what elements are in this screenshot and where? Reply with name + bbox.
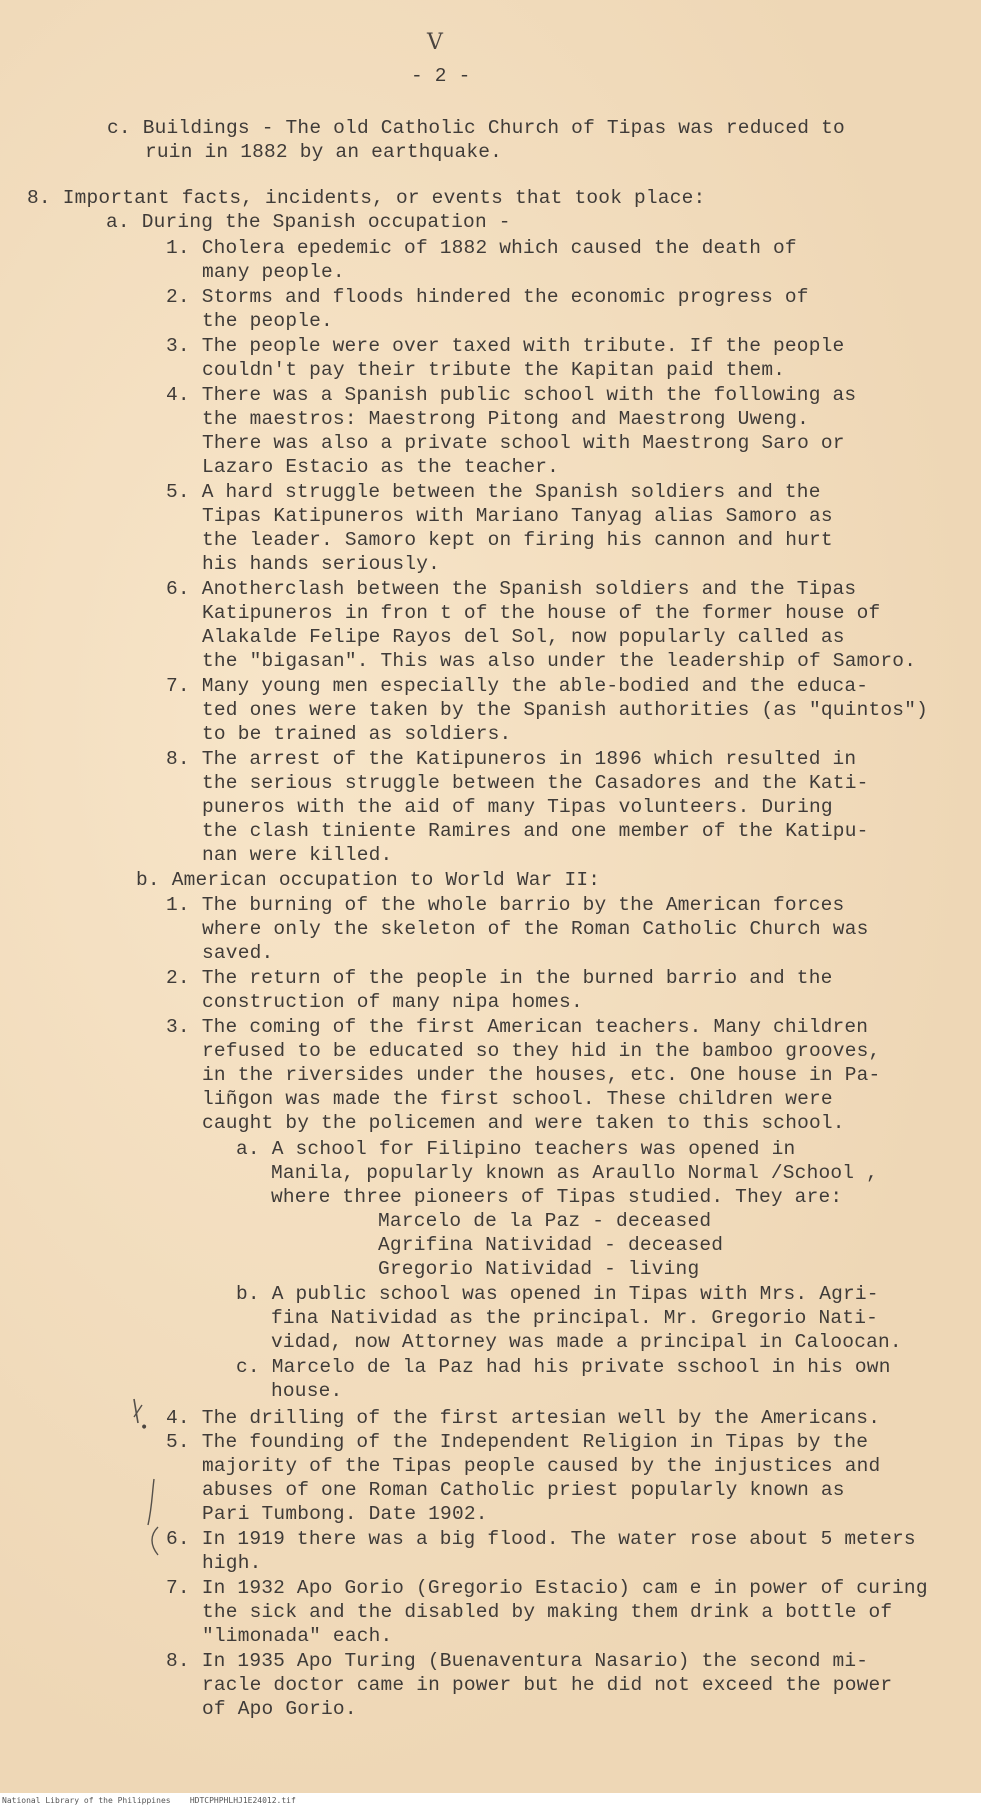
list-item-text: abuses of one Roman Catholic priest popularly known as: [202, 1479, 845, 1501]
list-item-text: the "bigasan". This was also under the leadership of Samoro.: [202, 650, 917, 672]
list-item-text: 6. In 1919 there was a big flood. The water rose about 5 meters: [166, 1528, 916, 1550]
list-item-text: 2. Storms and floods hindered the economic progress of: [166, 286, 809, 308]
sub-list-item-text: where three pioneers of Tipas studied. They are:: [271, 1186, 843, 1208]
list-item-text: 6. Anotherclash between the Spanish soldiers and the Tipas: [166, 578, 857, 600]
list-item-text: puneros with the aid of many Tipas volunteers. During: [202, 796, 833, 818]
subheading-spanish-occupation: a. During the Spanish occupation -: [106, 211, 511, 233]
list-item-text: 8. The arrest of the Katipuneros in 1896 which resulted in: [166, 748, 857, 770]
list-item-text: Lazaro Estacio as the teacher.: [202, 456, 560, 478]
list-item-text: the leader. Samoro kept on firing his cannon and hurt: [202, 529, 833, 551]
list-item-text: racle doctor came in power but he did not exceed the power: [202, 1674, 893, 1696]
list-item-text: many people.: [202, 261, 345, 283]
list-item-text: Alakalde Felipe Rayos del Sol, now popularly called as: [202, 626, 845, 648]
list-item-text: high.: [202, 1552, 262, 1574]
list-item-text: of Apo Gorio.: [202, 1698, 357, 1720]
margin-dot-icon: •: [140, 1420, 149, 1436]
list-item-text: the maestros: Maestrong Pitong and Maestrong Uweng.: [202, 408, 809, 430]
line-buildings-cont: ruin in 1882 by an earthquake.: [145, 141, 503, 163]
list-item-text: Katipuneros in fron t of the house of the former house of: [202, 602, 881, 624]
list-item-text: the sick and the disabled by making them drink a bottle of: [202, 1601, 893, 1623]
list-item-text: in the riversides under the houses, etc. One house in Pa-: [202, 1064, 881, 1086]
list-item-text: liñgon was made the first school. These children were: [202, 1088, 833, 1110]
page-number: - 2 -: [411, 65, 471, 87]
list-item-text: 4. There was a Spanish public school with the following as: [166, 384, 857, 406]
list-item-text: the clash tiniente Ramires and one member of the Katipu-: [202, 820, 869, 842]
list-item-text: nan were killed.: [202, 844, 393, 866]
list-item-text: Tipas Katipuneros with Mariano Tanyag alias Samoro as: [202, 505, 833, 527]
list-item-text: 1. Cholera epedemic of 1882 which caused the death of: [166, 237, 797, 259]
sub-list-item-text: b. A public school was opened in Tipas with Mrs. Agri-: [236, 1283, 879, 1305]
sub-list-item-text: fina Natividad as the principal. Mr. Gregorio Nati-: [271, 1307, 878, 1329]
list-item-text: 5. The founding of the Independent Religion in Tipas by the: [166, 1431, 869, 1453]
pioneer-name: Marcelo de la Paz - deceased: [378, 1210, 712, 1232]
list-item-text: 2. The return of the people in the burned barrio and the: [166, 967, 833, 989]
sub-list-item-text: house.: [271, 1380, 343, 1402]
list-item-text: caught by the policemen and were taken to this school.: [202, 1112, 845, 1134]
list-item-text: the serious struggle between the Casadores and the Kati-: [202, 772, 869, 794]
list-item-text: 4. The drilling of the first artesian well by the Americans.: [166, 1407, 881, 1429]
list-item-text: 1. The burning of the whole barrio by the American forces: [166, 894, 845, 916]
page-check-mark: V: [427, 30, 443, 55]
sub-list-item-text: Manila, popularly known as Araullo Normal /School ,: [271, 1162, 878, 1184]
sub-list-item-text: c. Marcelo de la Paz had his private sschool in his own: [236, 1356, 891, 1378]
list-item-text: where only the skeleton of the Roman Catholic Church was: [202, 918, 869, 940]
list-item-text: 7. Many young men especially the able-bodied and the educa-: [166, 675, 869, 697]
sub-list-item-text: a. A school for Filipino teachers was opened in: [236, 1138, 796, 1160]
list-item-text: construction of many nipa homes.: [202, 991, 583, 1013]
list-item-text: his hands seriously.: [202, 553, 441, 575]
list-item-text: majority of the Tipas people caused by the injustices and: [202, 1455, 881, 1477]
list-item-text: "limonada" each.: [202, 1625, 393, 1647]
scan-footer: National Library of the Philippines HDTCPHPHLHJ1E24012.tif: [0, 1793, 981, 1808]
pioneer-name: Gregorio Natividad - living: [378, 1258, 700, 1280]
list-item-text: ted ones were taken by the Spanish authorities (as "quintos"): [202, 699, 929, 721]
section-heading-important-facts: 8. Important facts, incidents, or events that took place:: [27, 187, 706, 209]
line-buildings: c. Buildings - The old Catholic Church of Tipas was reduced to: [107, 117, 845, 139]
list-item-text: 3. The people were over taxed with tribute. If the people: [166, 335, 845, 357]
list-item-text: Pari Tumbong. Date 1902.: [202, 1503, 488, 1525]
sub-list-item-text: vidad, now Attorney was made a principal in Caloocan.: [271, 1331, 902, 1353]
list-item-text: There was also a private school with Maestrong Saro or: [202, 432, 845, 454]
list-item-text: 5. A hard struggle between the Spanish soldiers and the: [166, 481, 821, 503]
list-item-text: to be trained as soldiers.: [202, 723, 512, 745]
list-item-text: saved.: [202, 942, 274, 964]
list-item-text: 8. In 1935 Apo Turing (Buenaventura Nasario) the second mi-: [166, 1650, 869, 1672]
list-item-text: couldn't pay their tribute the Kapitan paid them.: [202, 359, 786, 381]
list-item-text: refused to be educated so they hid in the bamboo grooves,: [202, 1040, 881, 1062]
subheading-american-occupation: b. American occupation to World War II:: [136, 869, 601, 891]
list-item-text: the people.: [202, 310, 333, 332]
list-item-text: 3. The coming of the first American teachers. Many children: [166, 1016, 869, 1038]
list-item-text: 7. In 1932 Apo Gorio (Gregorio Estacio) cam e in power of curing: [166, 1577, 928, 1599]
pioneer-name: Agrifina Natividad - deceased: [378, 1234, 724, 1256]
